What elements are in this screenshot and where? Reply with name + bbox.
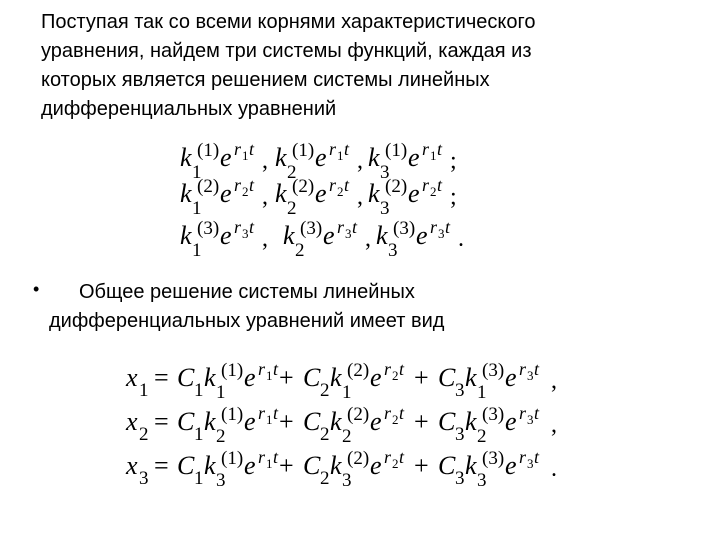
exponent-r: r [234, 217, 242, 237]
plus-sign: + [279, 407, 294, 436]
exponential-base: e [505, 451, 517, 480]
plus-sign: + [414, 407, 429, 436]
exponent-t: t [399, 359, 405, 379]
exponential-base: e [370, 363, 382, 392]
k-coefficient: k [180, 143, 192, 172]
k-coefficient: k [330, 451, 342, 480]
k-coefficient: k [330, 407, 342, 436]
exponent-r: r [234, 139, 242, 159]
separator: , [262, 148, 268, 174]
constant-c-subscript: 3 [455, 468, 465, 489]
k-subscript: 3 [342, 470, 352, 491]
exponent-r-subscript: 2 [430, 184, 437, 199]
constant-c-subscript: 2 [320, 380, 330, 401]
exponent-r-subscript: 3 [242, 226, 249, 241]
exponent-r-subscript: 3 [527, 368, 534, 383]
k-subscript: 1 [192, 240, 202, 261]
exponent-r: r [234, 175, 242, 195]
exponent-t: t [445, 217, 451, 237]
exponent-r-subscript: 2 [392, 412, 399, 427]
exponent-t: t [352, 217, 358, 237]
k-coefficient: k [283, 221, 295, 250]
exponent-r: r [422, 175, 430, 195]
constant-c-subscript: 1 [194, 380, 204, 401]
k-subscript: 2 [477, 426, 487, 447]
exponent-r: r [384, 359, 392, 379]
exponent-r-subscript: 3 [345, 226, 352, 241]
k-superscript: (1) [221, 448, 244, 469]
exponent-r-subscript: 2 [337, 184, 344, 199]
k-coefficient: k [368, 143, 380, 172]
k-coefficient: k [376, 221, 388, 250]
constant-c-subscript: 3 [455, 424, 465, 445]
exponent-r-subscript: 1 [266, 368, 273, 383]
constant-c: C [177, 363, 195, 392]
k-coefficient: k [465, 407, 477, 436]
exponent-t: t [273, 447, 279, 467]
exponential-base: e [315, 143, 327, 172]
lhs-variable: x [126, 407, 138, 436]
constant-c-subscript: 1 [194, 468, 204, 489]
k-coefficient: k [465, 363, 477, 392]
exponent-t: t [273, 359, 279, 379]
constant-c: C [177, 407, 195, 436]
k-coefficient: k [180, 179, 192, 208]
exponential-base: e [370, 407, 382, 436]
exponent-r-subscript: 1 [266, 412, 273, 427]
k-superscript: (2) [347, 360, 370, 381]
exponential-base: e [408, 143, 420, 172]
exponent-r: r [329, 139, 337, 159]
constant-c: C [177, 451, 195, 480]
exponent-r-subscript: 1 [430, 148, 437, 163]
k-coefficient: k [465, 451, 477, 480]
exponential-base: e [505, 363, 517, 392]
exponent-r-subscript: 1 [337, 148, 344, 163]
exponential-base: e [244, 407, 256, 436]
k-subscript: 2 [287, 162, 297, 183]
constant-c: C [438, 363, 456, 392]
general-solution-paragraph: Общее решение системы линейных дифференциальных уравнений имеет вид [49, 281, 445, 332]
k-superscript: (2) [347, 404, 370, 425]
exponent-r: r [519, 359, 527, 379]
exponential-base: e [220, 143, 232, 172]
constant-c: C [303, 363, 321, 392]
k-subscript: 2 [287, 198, 297, 219]
k-coefficient: k [275, 179, 287, 208]
k-subscript: 3 [388, 240, 398, 261]
k-superscript: (1) [221, 360, 244, 381]
exponential-base: e [323, 221, 335, 250]
exponent-r-subscript: 3 [527, 412, 534, 427]
k-superscript: (1) [292, 140, 315, 161]
exponential-base: e [244, 451, 256, 480]
k-subscript: 2 [295, 240, 305, 261]
lhs-subscript: 3 [139, 468, 149, 489]
k-coefficient: k [204, 407, 216, 436]
exponent-r: r [337, 217, 345, 237]
exponent-r: r [329, 175, 337, 195]
exponent-r-subscript: 1 [242, 148, 249, 163]
k-coefficient: k [330, 363, 342, 392]
exponent-t: t [249, 139, 255, 159]
k-subscript: 1 [477, 382, 487, 403]
separator: ; [450, 184, 457, 210]
row-terminator: . [551, 456, 557, 482]
exponent-r-subscript: 2 [392, 368, 399, 383]
exponent-r-subscript: 2 [392, 456, 399, 471]
k-subscript: 3 [380, 162, 390, 183]
exponent-r: r [422, 139, 430, 159]
k-superscript: (2) [292, 176, 315, 197]
exponential-base: e [505, 407, 517, 436]
k-subscript: 2 [342, 426, 352, 447]
exponential-base: e [220, 179, 232, 208]
lhs-subscript: 2 [139, 424, 149, 445]
exponent-r: r [258, 359, 266, 379]
equals-sign: = [154, 363, 169, 392]
constant-c-subscript: 3 [455, 380, 465, 401]
k-coefficient: k [368, 179, 380, 208]
constant-c: C [438, 407, 456, 436]
exponent-t: t [249, 217, 255, 237]
k-superscript: (2) [197, 176, 220, 197]
exponent-r-subscript: 1 [266, 456, 273, 471]
intro-paragraph: Поступая так со всеми корнями характеристического уравнения, найдем три системы функций, каждая из которых является решением системы линейных дифференциальных уравнений [41, 11, 536, 120]
exponential-base: e [220, 221, 232, 250]
constant-c-subscript: 2 [320, 424, 330, 445]
exponential-base: e [315, 179, 327, 208]
exponent-r-subscript: 3 [527, 456, 534, 471]
exponent-t: t [534, 359, 540, 379]
exponent-t: t [273, 403, 279, 423]
plus-sign: + [279, 363, 294, 392]
k-superscript: (1) [385, 140, 408, 161]
k-subscript: 3 [477, 470, 487, 491]
exponential-base: e [408, 179, 420, 208]
separator: , [262, 184, 268, 210]
exponent-r-subscript: 3 [438, 226, 445, 241]
constant-c-subscript: 1 [194, 424, 204, 445]
exponent-r: r [258, 447, 266, 467]
plus-sign: + [414, 451, 429, 480]
exponent-r: r [519, 403, 527, 423]
exponent-t: t [534, 447, 540, 467]
exponent-r: r [258, 403, 266, 423]
constant-c: C [303, 407, 321, 436]
k-superscript: (3) [482, 360, 505, 381]
lhs-variable: x [126, 363, 138, 392]
separator: , [357, 148, 363, 174]
lhs-variable: x [126, 451, 138, 480]
k-coefficient: k [275, 143, 287, 172]
equals-sign: = [154, 407, 169, 436]
constant-c: C [303, 451, 321, 480]
exponent-t: t [399, 447, 405, 467]
k-superscript: (2) [347, 448, 370, 469]
separator: , [262, 226, 268, 252]
k-superscript: (3) [393, 218, 416, 239]
equals-sign: = [154, 451, 169, 480]
exponential-base: e [416, 221, 428, 250]
k-superscript: (1) [221, 404, 244, 425]
exponent-t: t [534, 403, 540, 423]
k-superscript: (3) [197, 218, 220, 239]
exponent-r: r [384, 403, 392, 423]
k-coefficient: k [204, 363, 216, 392]
lhs-subscript: 1 [139, 380, 149, 401]
k-superscript: (3) [300, 218, 323, 239]
k-superscript: (1) [197, 140, 220, 161]
k-superscript: (3) [482, 404, 505, 425]
exponent-r: r [430, 217, 438, 237]
separator: , [357, 184, 363, 210]
k-subscript: 1 [192, 198, 202, 219]
plus-sign: + [279, 451, 294, 480]
k-subscript: 1 [192, 162, 202, 183]
k-subscript: 2 [216, 426, 226, 447]
separator: ; [450, 148, 457, 174]
row-terminator: , [551, 368, 557, 394]
exponential-base: e [244, 363, 256, 392]
exponent-t: t [344, 175, 350, 195]
k-subscript: 1 [342, 382, 352, 403]
exponent-r: r [519, 447, 527, 467]
exponential-base: e [370, 451, 382, 480]
exponent-t: t [249, 175, 255, 195]
constant-c-subscript: 2 [320, 468, 330, 489]
exponent-t: t [344, 139, 350, 159]
separator: , [365, 226, 371, 252]
plus-sign: + [414, 363, 429, 392]
exponent-t: t [437, 139, 443, 159]
k-subscript: 3 [380, 198, 390, 219]
exponent-r-subscript: 2 [242, 184, 249, 199]
exponent-t: t [437, 175, 443, 195]
exponent-r: r [384, 447, 392, 467]
separator: . [458, 226, 464, 252]
bullet-marker: • [33, 279, 40, 299]
k-coefficient: k [180, 221, 192, 250]
k-superscript: (2) [385, 176, 408, 197]
k-subscript: 1 [216, 382, 226, 403]
constant-c: C [438, 451, 456, 480]
k-subscript: 3 [216, 470, 226, 491]
exponent-t: t [399, 403, 405, 423]
k-coefficient: k [204, 451, 216, 480]
k-superscript: (3) [482, 448, 505, 469]
row-terminator: , [551, 412, 557, 438]
